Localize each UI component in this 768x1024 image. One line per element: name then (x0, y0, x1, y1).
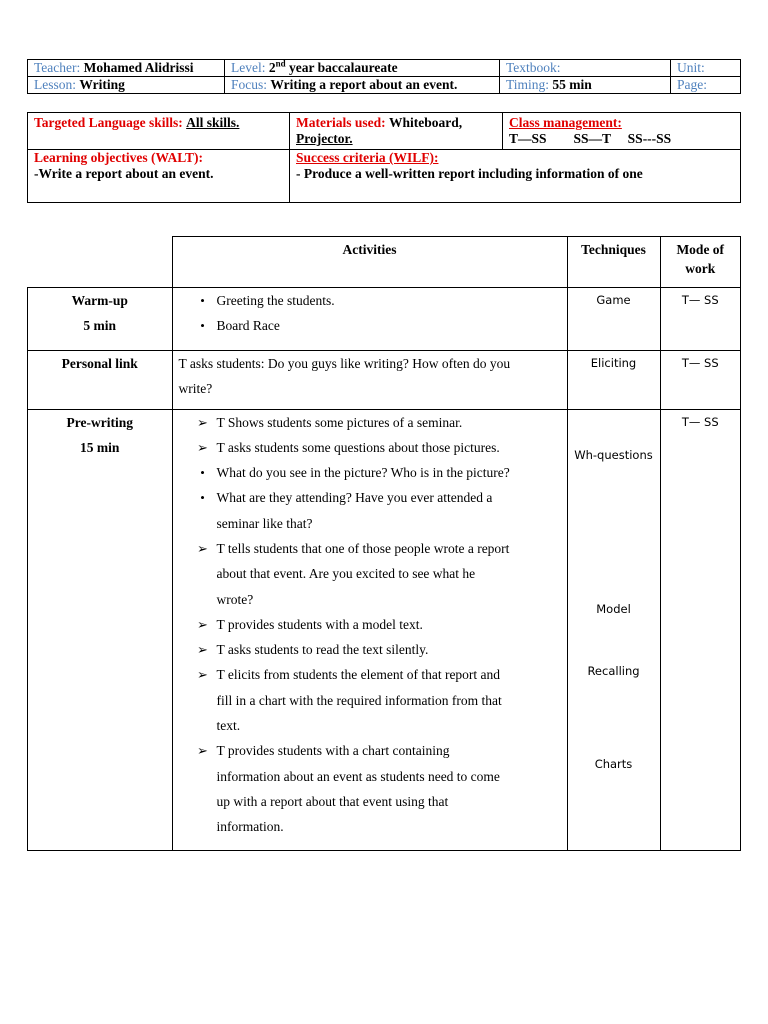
activities-table (27, 236, 741, 851)
prewriting-item-text: information about an event as students need to come (216, 768, 500, 784)
technique-model: Model (596, 601, 631, 616)
prewriting-mode: T— SS (681, 414, 719, 429)
arrow-bullet-icon: ➢ (197, 439, 208, 455)
warmup-mode-cell (660, 287, 741, 350)
list-item (173, 410, 567, 435)
page-cell (671, 77, 741, 94)
personal-mode: T— SS (681, 355, 719, 370)
prewriting-stage-cell (28, 409, 173, 850)
timing-value: 55 min (552, 77, 592, 92)
wilf-label: Success criteria (WILF): (296, 150, 439, 165)
wilf-value: - Produce a well-written report including information of one (296, 166, 643, 181)
timing-label: Timing: (506, 77, 550, 92)
prewriting-item-text: T elicits from students the element of that report and (216, 667, 501, 683)
level-label: Level: (231, 60, 266, 75)
warmup-mode: T— SS (681, 292, 719, 307)
mode-header-line-1: Mode of (676, 242, 725, 257)
bullet-icon: • (200, 490, 205, 506)
page-label: Page: (677, 77, 707, 92)
teacher-cell (28, 60, 225, 77)
warmup-stage: Warm-up (71, 292, 128, 308)
prewriting-item-text: What are they attending? Have you ever attended a (216, 490, 493, 506)
prewriting-item-text: up with a report about that event using that (216, 793, 449, 809)
focus-value: Writing a report about an event. (270, 77, 458, 92)
prewriting-item-text: T provides students with a chart containing (216, 743, 450, 759)
warmup-time: 5 min (83, 317, 117, 333)
prewriting-item-text: seminar like that? (216, 515, 313, 531)
skills-label: Targeted Language skills: (34, 115, 183, 130)
materials-value-2: Projector. (296, 131, 353, 146)
techniques-header-label: Techniques (581, 242, 646, 257)
prewriting-item-text: about that event. Are you excited to see what he (216, 566, 476, 582)
technique-charts: Charts (594, 756, 633, 771)
prewriting-time: 15 min (80, 439, 120, 455)
skills-cell (28, 113, 290, 150)
list-item (173, 435, 567, 460)
prewriting-item-text: T asks students some questions about those pictures. (216, 439, 500, 455)
warmup-item-2: Board Race (216, 317, 280, 333)
teacher-value: Mohamed Alidrissi (83, 60, 194, 75)
prewriting-item-text: T Shows students some pictures of a seminar. (216, 414, 463, 430)
level-number: 2 (268, 60, 276, 75)
arrow-bullet-icon: ➢ (197, 616, 208, 632)
bullet-icon: • (200, 292, 205, 308)
prewriting-techniques-cell (567, 409, 660, 850)
personal-text-line-2: write? (178, 380, 213, 396)
warmup-technique: Game (596, 292, 631, 307)
warmup-item-1: Greeting the students. (216, 292, 335, 308)
warmup-technique-cell (567, 287, 660, 350)
unit-label: Unit: (677, 60, 705, 75)
focus-label: Focus: (231, 77, 268, 92)
list-item (173, 662, 567, 738)
arrow-bullet-icon: ➢ (197, 743, 208, 759)
technique-whquestions: Wh-questions (574, 447, 653, 462)
walt-cell (28, 150, 290, 203)
prewriting-item-text: wrote? (216, 591, 254, 607)
lesson-header-table (27, 59, 741, 94)
lesson-label: Lesson: (34, 77, 76, 92)
list-item (173, 485, 567, 536)
personal-stage: Personal link (61, 355, 138, 371)
mode-header (660, 237, 741, 288)
activities-header-label: Activities (342, 242, 397, 257)
wilf-cell (290, 150, 741, 203)
list-item (173, 460, 567, 485)
timing-cell (500, 77, 671, 94)
level-value: year baccalaureate (285, 60, 398, 75)
walt-label: Learning objectives (WALT): (34, 150, 203, 165)
personal-text-line-1: T asks students: Do you guys like writing? How often do you (178, 355, 511, 371)
prewriting-item-text: T asks students to read the text silently. (216, 642, 429, 658)
list-item (173, 637, 567, 662)
list-item (173, 288, 567, 313)
teacher-label: Teacher: (34, 60, 81, 75)
level-suffix: nd (275, 58, 286, 69)
personal-technique: Eliciting (590, 355, 637, 370)
warmup-activities-cell (172, 287, 567, 350)
prewriting-mode-cell (660, 409, 741, 850)
unit-cell (671, 60, 741, 77)
prewriting-item-text: fill in a chart with the required information from that (216, 692, 502, 708)
level-cell (225, 60, 500, 77)
list-item (173, 313, 567, 338)
bullet-icon: • (200, 465, 205, 481)
bullet-icon: • (200, 317, 205, 333)
arrow-bullet-icon: ➢ (197, 667, 208, 683)
management-cell (503, 113, 741, 150)
materials-value-1: Whiteboard, (388, 115, 463, 130)
materials-label: Materials used: (296, 115, 386, 130)
textbook-cell (500, 60, 671, 77)
list-item (173, 536, 567, 612)
techniques-header (567, 237, 660, 288)
arrow-bullet-icon: ➢ (197, 540, 208, 556)
lesson-cell (28, 77, 225, 94)
walt-value: -Write a report about an event. (34, 166, 214, 181)
mode-header-line-2: work (685, 261, 716, 276)
arrow-bullet-icon: ➢ (197, 642, 208, 658)
prewriting-item-text: text. (216, 718, 241, 734)
personal-activities-cell (172, 350, 567, 409)
list-item (173, 738, 567, 839)
management-value: T—SS SS—T SS---SS (509, 131, 672, 146)
prewriting-row (28, 409, 741, 850)
technique-recalling: Recalling (587, 663, 640, 678)
management-label: Class management: (509, 115, 622, 130)
lesson-value: Writing (79, 77, 125, 92)
personal-stage-cell (28, 350, 173, 409)
prewriting-item-text: T provides students with a model text. (216, 616, 423, 632)
prewriting-activities-cell (172, 409, 567, 850)
empty-corner-cell (28, 237, 173, 288)
personal-mode-cell (660, 350, 741, 409)
personal-technique-cell (567, 350, 660, 409)
focus-cell (225, 77, 500, 94)
prewriting-stage: Pre-writing (66, 414, 133, 430)
warmup-row (28, 287, 741, 350)
skills-value: All skills. (186, 115, 240, 130)
prewriting-item-text: What do you see in the picture? Who is in the picture? (216, 465, 510, 481)
prewriting-item-text: T tells students that one of those people wrote a report (216, 540, 510, 556)
warmup-stage-cell (28, 287, 173, 350)
list-item (173, 612, 567, 637)
prewriting-list (173, 410, 567, 840)
objectives-table (27, 112, 741, 203)
textbook-label: Textbook: (506, 60, 561, 75)
activities-header (172, 237, 567, 288)
prewriting-item-text: information. (216, 819, 284, 835)
materials-cell (290, 113, 503, 150)
personal-row (28, 350, 741, 409)
arrow-bullet-icon: ➢ (197, 414, 208, 430)
